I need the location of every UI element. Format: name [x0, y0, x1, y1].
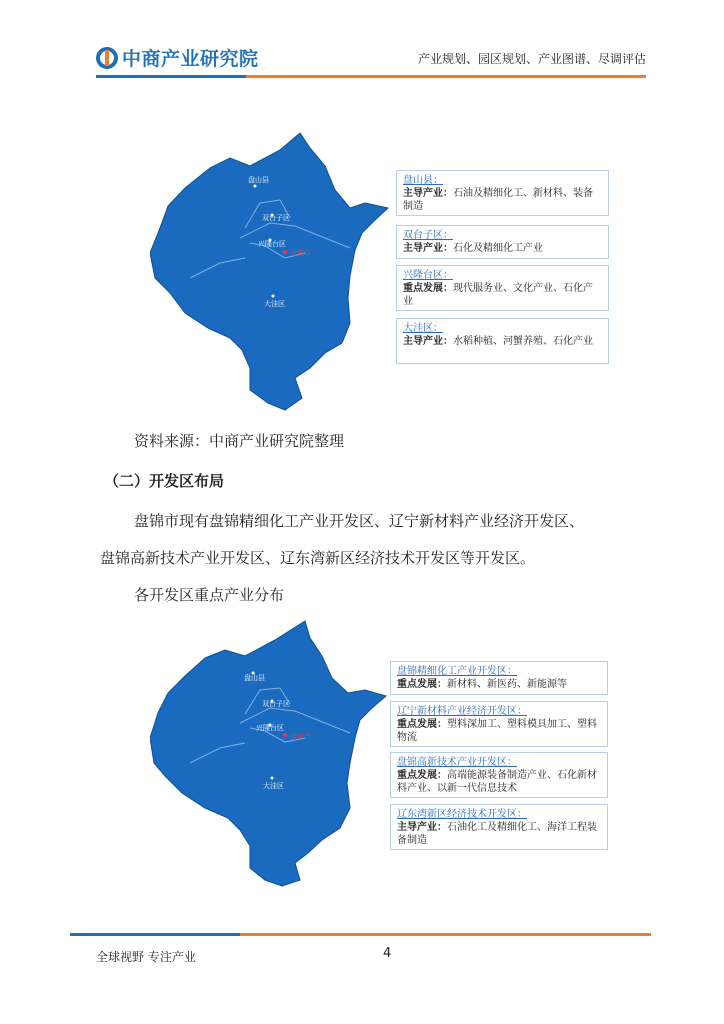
map-label-panjin: 盘锦市	[290, 733, 311, 741]
logo-text: 中商产业研究院	[122, 48, 259, 70]
map-label-dawa: 大洼区	[264, 300, 285, 308]
panjin-district-map	[150, 128, 390, 413]
paragraph-line-1: 盘锦市现有盘锦精细化工产业开发区、辽宁新材料产业经济开发区、	[134, 512, 585, 530]
header-divider-orange	[246, 75, 646, 78]
paragraph-line-2: 盘锦高新技术产业开发区、辽东湾新区经济技术开发区等开发区。	[100, 549, 536, 567]
info-title: 盘锦精细化工产业开发区：	[397, 666, 517, 677]
info-key: 重点发展：	[397, 719, 447, 730]
info-text: 高端能源装备制造产业、石化新材料产业、以新一代信息技术	[397, 770, 597, 794]
development-zone-map	[150, 618, 390, 888]
info-key: 主导产业：	[397, 822, 447, 833]
info-title: 双台子区：	[403, 230, 453, 241]
map-label-panjin: 盘锦市	[290, 249, 311, 257]
info-key: 重点发展：	[403, 283, 453, 294]
info-box-fine-chemical-zone	[390, 661, 608, 695]
info-box-shuangtaizi	[396, 225, 609, 259]
info-key: 重点发展：	[397, 770, 447, 781]
info-title: 辽东湾新区经济技术开发区：	[397, 809, 527, 820]
info-title: 辽宁新材料产业经济开发区：	[397, 706, 527, 717]
logo-icon	[96, 47, 118, 69]
map-label-xinglongtai: 兴隆台区	[256, 724, 284, 732]
info-title: 盘锦高新技术产业开发区：	[397, 757, 517, 768]
info-key: 主导产业：	[403, 188, 453, 199]
map-label-panshan: 盘山县	[244, 674, 265, 682]
info-box-xinglongtai	[396, 265, 609, 311]
info-key: 主导产业：	[403, 243, 453, 254]
info-text: 石油及精细化工、新材料、装备制造	[403, 188, 593, 212]
footer-divider-blue	[70, 933, 240, 936]
info-box-new-materials-zone	[390, 701, 608, 747]
brand-logo	[96, 44, 259, 71]
info-text: 现代服务业、文化产业、石化产业	[403, 283, 593, 307]
map-label-dawa: 大洼区	[263, 782, 284, 790]
info-title: 大洼区：	[403, 323, 443, 334]
info-title: 兴隆台区：	[403, 270, 453, 281]
info-key: 重点发展：	[397, 679, 447, 690]
source-note: 资料来源：中商产业研究院整理	[134, 432, 345, 450]
map-label-shuangtaizi: 双台子区	[262, 700, 290, 708]
info-box-liaodong-bay-zone	[390, 804, 608, 850]
info-key: 主导产业：	[403, 336, 453, 347]
info-text: 石油化工及精细化工、海洋工程装备制造	[397, 822, 597, 846]
info-text: 石化及精细化工产业	[453, 243, 543, 254]
section-heading: （二）开发区布局	[104, 472, 225, 490]
header-tagline: 产业规划、园区规划、产业图谱、尽调评估	[417, 52, 646, 66]
footer-divider-orange	[240, 933, 651, 936]
info-text: 水稻种植、河蟹养殖、石化产业	[453, 336, 593, 347]
info-box-high-tech-zone	[390, 752, 608, 798]
figure-caption: 各开发区重点产业分布	[134, 586, 285, 604]
info-text: 塑料深加工、塑料模具加工、塑料物流	[397, 719, 597, 743]
map-shape	[150, 128, 390, 413]
map-label-xinglongtai: 兴隆台区	[258, 240, 286, 248]
info-title: 盘山县：	[403, 175, 443, 186]
map-label-panshan: 盘山县	[248, 176, 269, 184]
info-box-dawa	[396, 318, 609, 364]
footer-slogan: 全球视野 专注产业	[96, 950, 196, 964]
map-label-shuangtaizi: 双台子区	[262, 214, 290, 222]
info-box-panshan	[396, 170, 609, 216]
map-shape	[150, 618, 390, 888]
header-divider-blue	[96, 75, 246, 78]
page-number: 4	[383, 946, 392, 961]
info-text: 新材料、新医药、新能源等	[447, 679, 567, 690]
